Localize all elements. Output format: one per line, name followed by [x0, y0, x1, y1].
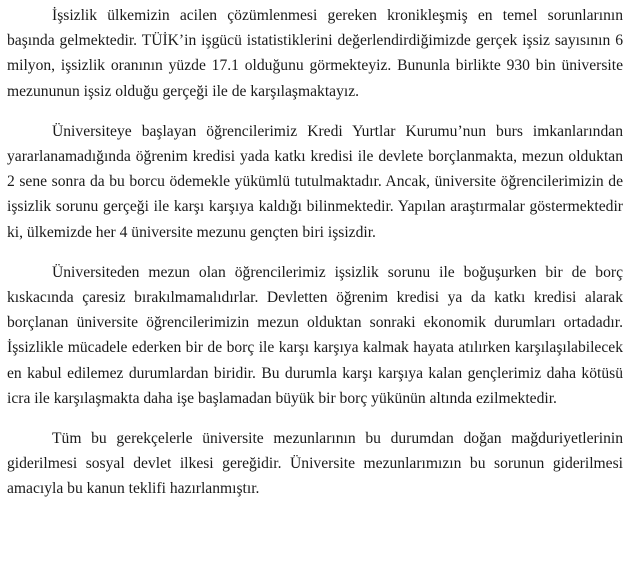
document-page	[7, 3, 623, 502]
paragraph-student-loans: Üniversiteye başlayan öğrencilerimiz Kredi Yurtlar Kurumu’nun burs imkanlarından yararlanamadığında öğrenim kredisi yada katkı kredisi ile devlete borçlanmakta, mezun olduktan 2 sene sonra da bu borcu ödemekle yükümlü tutulmaktadır. Ancak, üniversite öğrencilerimizin de işsizlik sorunu gerçeği ile karşı karşıya kaldığı bilinmektedir. Yapılan araştırmalar göstermektedir ki, ülkemizde her 4 üniversite mezunu gençten biri işsizdir.	[7, 122, 623, 241]
paragraph-unemployment-statistics: İşsizlik ülkemizin acilen çözümlenmesi gereken kronikleşmiş en temel sorunlarının başında gelmektedir. TÜİK’in işgücü istatistiklerini değerlendirdiğimizde gerçek işsiz sayısının 6 milyon, işsizlik oranının yüzde 17.1 olduğunu görmekteyiz. Bununla birlikte 930 bin üniversite mezununun işsiz olduğu gerçeği ile de karşılaşmaktayız.	[7, 7, 623, 100]
paragraph-conclusion: Tüm bu gerekçelerle üniversite mezunlarının bu durumdan doğan mağduriyetlerinin giderilmesi sosyal devlet ilkesi gereğidir. Üniversite mezunlarımızın bu sorunun giderilmesi amacıyla bu kanun teklifi hazırlanmıştır.	[7, 430, 623, 498]
paragraph-graduate-debt: Üniversiteden mezun olan öğrencilerimiz işsizlik sorunu ile boğuşurken bir de borç kıskacında çaresiz bırakılmamalıdırlar. Devletten öğrenim kredisi ya da katkı kredisi alarak borçlanan üniversite öğrencilerimizin mezun olduktan sonraki ekonomik durumları ortadadır. İşsizlikle mücadele ederken bir de borç ile karşı karşıya kalmak hayata atılırken karşılaşılabilecek en kabul edilemez durumlardan biridir. Bu durumla karşı karşıya kalan gençlerimiz daha kötüsü icra ile karşılaşmakta daha işe başlamadan büyük bir borç yükünün altında ezilmektedir.	[7, 263, 623, 407]
